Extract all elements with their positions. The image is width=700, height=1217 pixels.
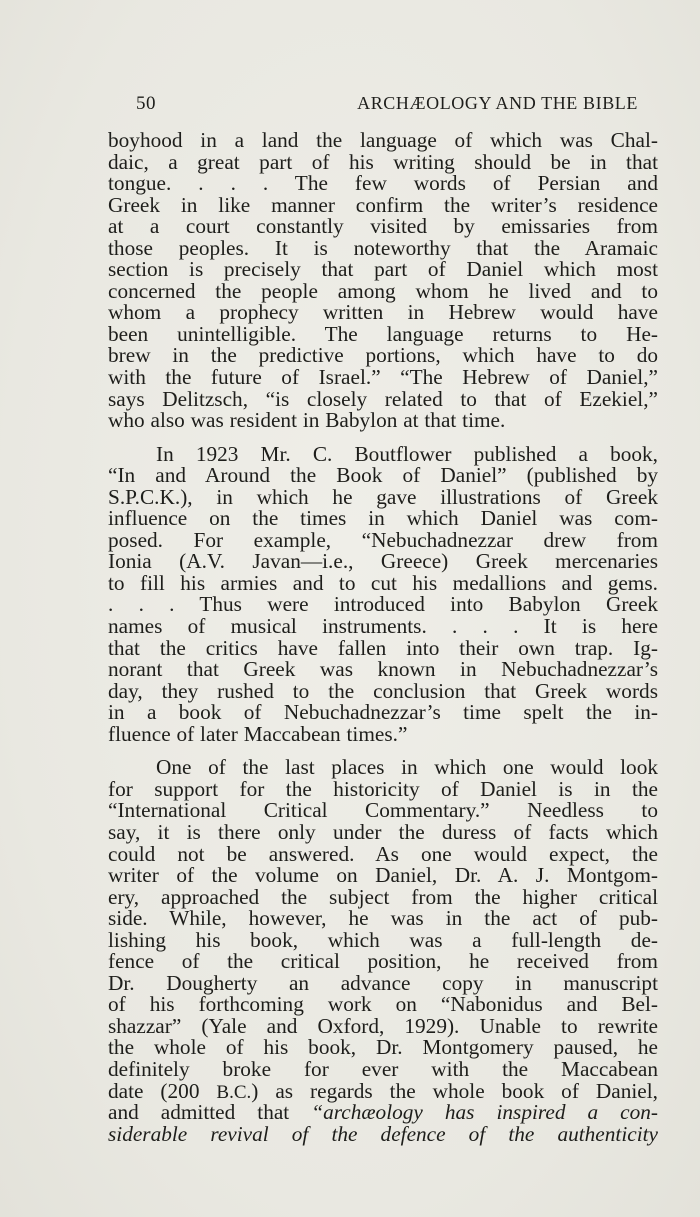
running-head: ARCHÆOLOGY AND THE BIBLE [357,93,638,113]
text-line: posed. For example, “Nebuchadnezzar drew from [108,527,658,552]
text-line [108,1102,658,1124]
text-line: daic, a great part of his writing should be in that [108,149,658,174]
text-line: fluence of later Maccabean times.” [108,721,408,746]
italic-quote: “archæology has inspired a con- [311,1100,658,1125]
text-line: Dr. Dougherty an advance copy in manuscript [108,970,658,995]
text-line: . . . Thus were introduced into Babylon Greek [108,592,658,617]
text-line: tongue. . . . The few words of Persian and [108,171,658,196]
text-line: “International Critical Commentary.” Needless to [108,798,658,823]
text-line: section is precisely that part of Daniel which most [108,257,658,282]
text-line: says Delitzsch, “is closely related to that of Ezekiel,” [108,386,658,411]
paragraph-1 [108,130,658,432]
text-fragment: date (200 [108,1078,217,1103]
text-line: One of the last places in which one would look [156,755,658,780]
body-text [108,130,658,1145]
text-line: with the future of Israel.” “The Hebrew of Daniel,” [108,365,658,390]
text-line: that the critics have fallen into their own trap. Ig- [108,635,658,660]
text-fragment: ) as regards the whole book of Daniel, [251,1078,658,1103]
text-line: whom a prophecy written in Hebrew would have [108,300,658,325]
text-line: boyhood in a land the language of which was Chal- [108,128,658,152]
italic-quote-line: siderable revival of the defence of the authenticity [108,1121,658,1146]
text-line [108,1078,658,1103]
text-line: concerned the people among whom he lived and to [108,278,658,303]
page-header [136,93,638,117]
text-line: of his forthcoming work on “Nabonidus and Bel- [108,992,658,1017]
text-line: ery, approached the subject from the higher critical [108,884,658,909]
text-line: brew in the predictive portions, which have to do [108,343,658,368]
text-line: the whole of his book, Dr. Montgomery paused, he [108,1035,658,1060]
text-line: shazzar” (Yale and Oxford, 1929). Unable to rewrite [108,1013,658,1038]
text-line: at a court constantly visited by emissaries from [108,214,658,239]
text-line: S.P.C.K.), in which he gave illustrations of Greek [108,484,658,509]
text-line: who also was resident in Babylon at that time. [108,408,506,433]
text-line: to fill his armies and to cut his medallions and gems. [108,570,658,595]
text-line: day, they rushed to the conclusion that Greek words [108,678,658,703]
text-line: in a book of Nebuchadnezzar’s time spelt the in- [108,700,658,725]
text-line: for support for the historicity of Daniel is in the [108,776,658,801]
text-line: say, it is there only under the duress of facts which [108,819,658,844]
text-line: side. While, however, he was in the act of pub- [108,906,658,931]
text-line: been unintelligible. The language returns to He- [108,321,658,346]
text-line: could not be answered. As one would expect, the [108,841,658,866]
text-line: lishing his book, which was a full-length de- [108,927,658,952]
text-line: norant that Greek was known in Nebuchadnezzar’s [108,657,658,682]
text-line: influence on the times in which Daniel was com- [108,506,658,531]
paragraph-2 [108,441,658,746]
page-number: 50 [136,93,156,114]
text-fragment: and admitted that [108,1100,312,1125]
text-line: those peoples. It is noteworthy that the Aramaic [108,235,658,260]
text-line: writer of the volume on Daniel, Dr. A. J. Montgom- [108,863,658,888]
text-line: Greek in like manner confirm the writer’s residence [108,192,658,217]
paragraph-3 [108,757,658,1145]
small-caps-text: B.C. [216,1081,252,1103]
text-line: names of musical instruments. . . . It is here [108,614,658,639]
text-line: Ionia (A.V. Javan—i.e., Greece) Greek mercenaries [108,549,658,574]
text-line: definitely broke for ever with the Maccabean [108,1056,658,1081]
text-line: fence of the critical position, he received from [108,949,658,974]
text-line: In 1923 Mr. C. Boutflower published a book, [156,441,658,466]
text-line: “In and Around the Book of Daniel” (published by [108,463,658,488]
